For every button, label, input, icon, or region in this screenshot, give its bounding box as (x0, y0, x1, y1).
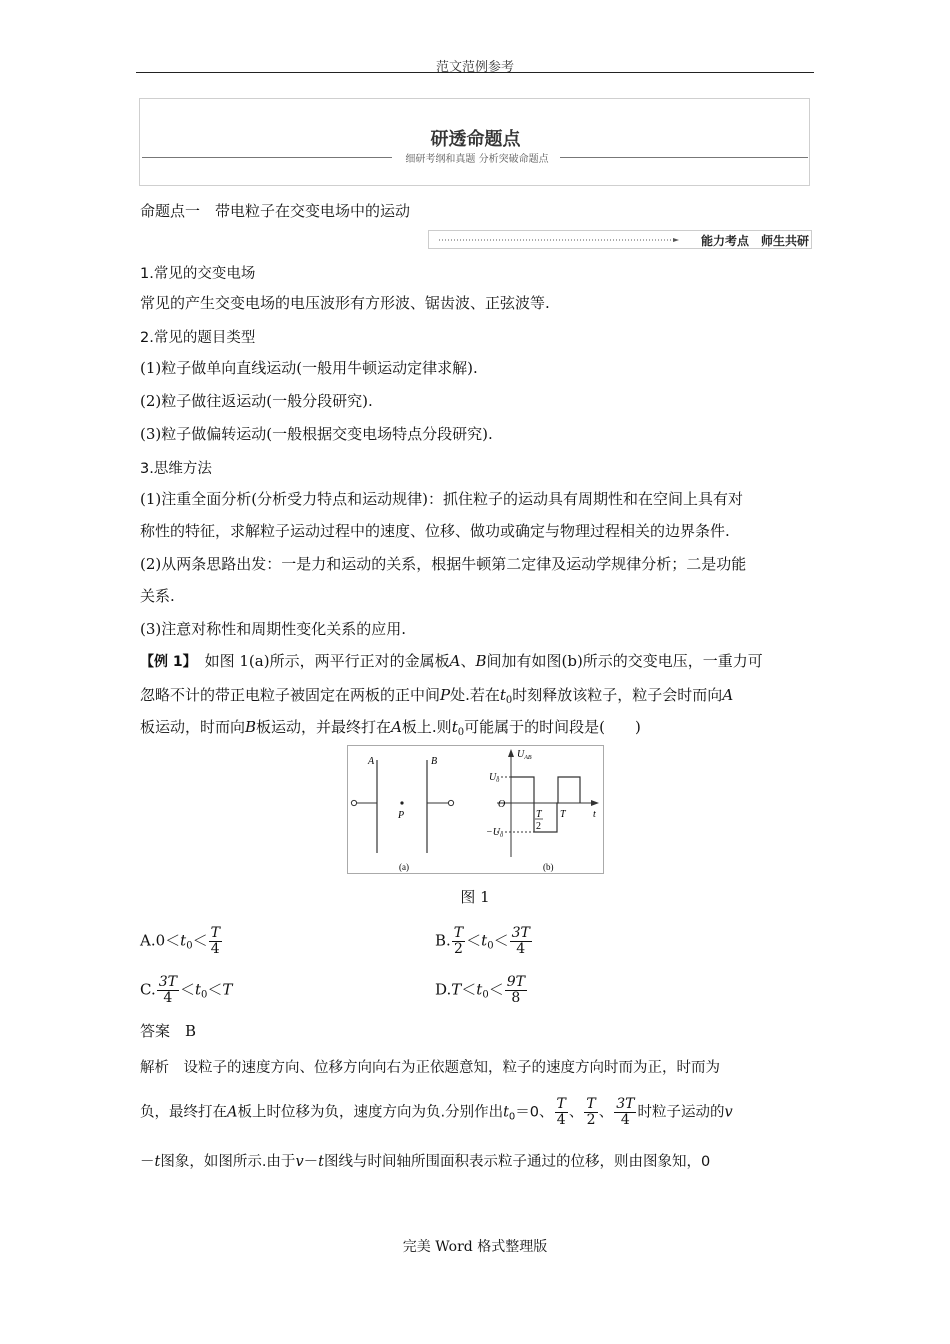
particle-dot (400, 801, 403, 804)
banner-rule-left (142, 157, 392, 158)
point-p-label: P (398, 810, 405, 821)
subfig-a-label: (a) (399, 862, 409, 872)
option-c[interactable]: C. $\frac{3T}{4}$ $<t_0<T$ (140, 974, 233, 1006)
method-1-line-2: 称性的特征，求解粒子运动过程中的速度、位移、做功或确定与物理过程相关的边界条件. (140, 522, 730, 540)
plate-a-label: A (368, 756, 375, 767)
type-item-2: (2)粒子做往返运动(一般分段研究). (140, 392, 373, 410)
paragraph-1: 常见的产生交变电场的电压波形有方形波、锯齿波、正弦波等. (140, 294, 550, 312)
option-d-fraction: $\frac{9T}{8}$ (506, 974, 525, 1006)
example-line-1: 【例 1】 如图 1(a)所示，两平行正对的金属板A、B间加有如图(b)所示的交变电压，一重力可 (140, 652, 763, 670)
banner-rule-right (560, 157, 808, 158)
figure-caption: 图 1 (460, 888, 490, 906)
half-period-num: T (536, 809, 542, 820)
solution-line-3: －t图象，如图所示.由于v－t图线与时间轴所围面积表示粒子通过的位移，则由图象知，0 (140, 1154, 711, 1170)
method-3: (3)注意对称性和周期性变化关系的应用. (140, 620, 407, 638)
method-2-line-2: 关系. (140, 587, 175, 605)
method-2-line-1: (2)从两条思路出发：一是力和运动的关系，根据牛顿第二定律及运动学规律分析；二是功能 (140, 555, 747, 573)
example-label: 【例 1】 (140, 654, 190, 670)
section-title: 命题点一 带电粒子在交变电场中的运动 (140, 202, 411, 220)
subfig-b-label: (b) (543, 862, 554, 872)
page-footer-text: 完美 Word 格式整理版 (402, 1239, 548, 1255)
answer-value: B (185, 1022, 197, 1040)
option-c-fraction: $\frac{3T}{4}$ (158, 974, 177, 1006)
uab-label: $U_{AB}$ (517, 749, 532, 761)
type-item-3: (3)粒子做偏转运动(一般根据交变电场特点分段研究). (140, 425, 493, 443)
heading-1: 1.常见的交变电场 (140, 266, 256, 282)
heading-3: 3.思维方法 (140, 461, 212, 477)
solution-label: 解析 (140, 1060, 169, 1076)
solution-fraction-2: $\frac{T}{2}$ (586, 1096, 596, 1128)
header-rule (136, 72, 814, 73)
example-line-2: 忽略不计的带正电粒子被固定在两板的正中间P处.若在$t_0$时刻释放该粒子，粒子会时而向A (140, 686, 734, 706)
banner-title: 研透命题点 (430, 129, 521, 150)
solution-fraction-3: $\frac{3T}{4}$ (616, 1096, 635, 1128)
half-period-den: 2 (536, 821, 541, 832)
terminal-b (448, 800, 453, 805)
topic-tag: 能力考点 师生共研 (700, 234, 809, 248)
page-header-text: 范文范例参考 (435, 60, 514, 75)
method-1-line-1: (1)注重全面分析(分析受力特点和运动规律)：抓住粒子的运动具有周期性和在空间上具有对 (140, 490, 743, 508)
period-label: T (560, 809, 566, 820)
figure-1 (347, 745, 604, 874)
dotted-arrow-icon (439, 238, 679, 242)
neg-u0-label: $-U_0$ (486, 827, 503, 839)
option-b-fraction-1: $\frac{T}{2}$ (453, 925, 464, 957)
option-a[interactable]: $A.0<t_0<$ $\frac{T}{4}$ (140, 925, 220, 957)
terminal-a (351, 800, 356, 805)
t-axis-label: t (593, 809, 596, 820)
section-banner (139, 98, 810, 186)
plate-b-label: B (431, 756, 438, 767)
answer-line (140, 1021, 196, 1041)
topic-tag-box (428, 230, 812, 249)
type-item-1: (1)粒子做单向直线运动(一般用牛顿运动定律求解). (140, 359, 478, 377)
option-a-fraction: $\frac{T}{4}$ (210, 925, 220, 957)
option-d[interactable]: $D.T<t_0<$ $\frac{9T}{8}$ (435, 974, 525, 1006)
heading-2: 2.常见的题目类型 (140, 330, 256, 346)
option-b[interactable]: B. $\frac{T}{2}$ $<t_0<$ $\frac{3T}{4}$ (435, 925, 530, 957)
banner-subtitle: 细研考纲和真题 分析突破命题点 (405, 154, 549, 165)
option-b-fraction-2: $\frac{3T}{4}$ (511, 925, 530, 957)
origin-label: O (498, 799, 506, 810)
example-line-3: 板运动，时而向B板运动，并最终打在A板上.则$t_0$可能属于的时间段是( ) (140, 718, 641, 738)
solution-line-2: 负，最终打在A板上时位移为负，速度方向为负.分别作出$t_0=0$、 $\frac{T}{4}$ 、 $\frac{T}{2}$ 、 $\frac{3T}{4}$ 时粒子运动的v (140, 1096, 733, 1128)
answer-label: 答案 (140, 1022, 171, 1040)
solution-line-1: 解析 设粒子的速度方向、位移方向向右为正依题意知，粒子的速度方向时而为正，时而为 (140, 1060, 720, 1076)
solution-fraction-1: $\frac{T}{4}$ (556, 1096, 566, 1128)
u0-label: $U_0$ (489, 772, 500, 784)
